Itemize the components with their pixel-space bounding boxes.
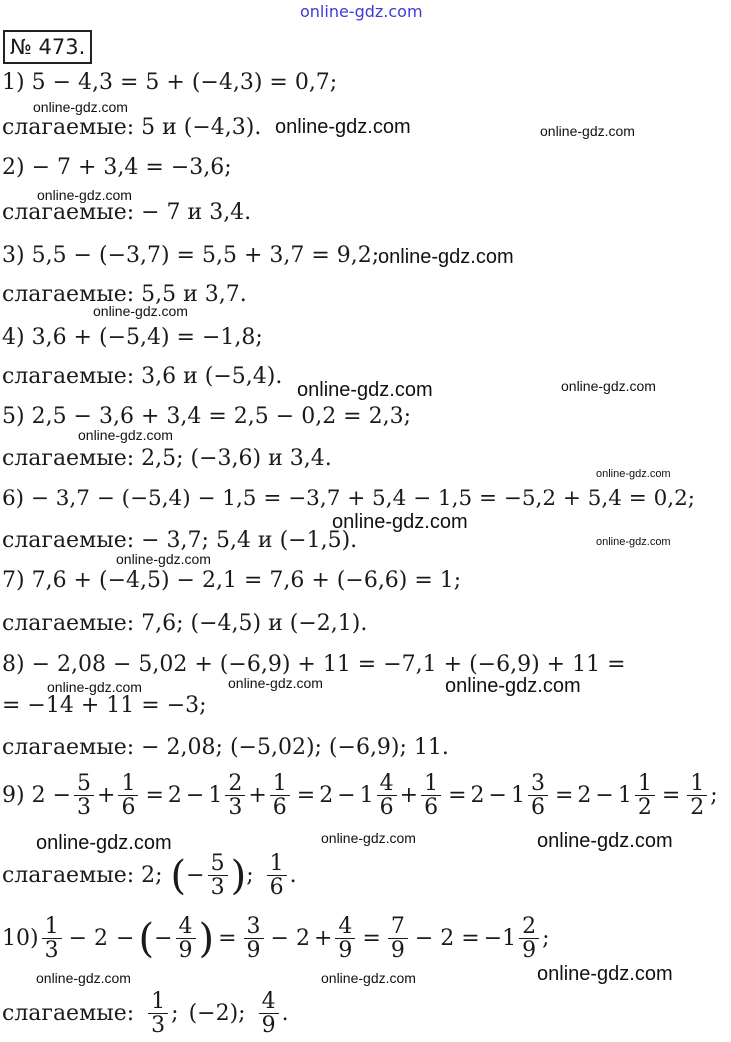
- fraction-1-3b: $\frac{1}{3}$: [148, 990, 168, 1037]
- eq9-start: 9) 2 −: [2, 783, 71, 809]
- fraction-3-6: $\frac{3}{6}$: [528, 772, 548, 819]
- fraction-2-9: $\frac{2}{9}$: [519, 915, 539, 962]
- problem-number: № 473.: [3, 30, 92, 64]
- equation-7: 7) 7,6 + (−4,5) − 2,1 = 7,6 + (−6,6) = 1;: [2, 568, 462, 593]
- fraction-4-9: $\frac{4}{9}$: [176, 915, 196, 962]
- addends-10: слагаемые: $\frac{1}{3}$ ; (−2); $\frac{4}{9}$ .: [2, 989, 289, 1039]
- watermark: online-gdz.com: [332, 511, 468, 533]
- fraction-4-6: $\frac{4}{6}$: [377, 772, 397, 819]
- fraction-7-9: $\frac{7}{9}$: [388, 915, 408, 962]
- watermark: online-gdz.com: [445, 675, 581, 697]
- watermark: online-gdz.com: [33, 99, 128, 115]
- fraction-4-9c: $\frac{4}{9}$: [259, 990, 279, 1037]
- equation-8b: = −14 + 11 = −3;: [2, 693, 207, 718]
- watermark: online-gdz.com: [37, 187, 132, 203]
- fraction-1-2: $\frac{1}{2}$: [635, 772, 655, 819]
- watermark: online-gdz.com: [596, 536, 671, 548]
- watermark: online-gdz.com: [321, 830, 416, 846]
- watermark: online-gdz.com: [116, 551, 211, 567]
- addends-9: слагаемые: 2; ( − $\frac{5}{3}$ ) ; $\frac{1}{6}$ .: [2, 851, 297, 901]
- fraction-5-3b: $\frac{5}{3}$: [208, 852, 228, 899]
- fraction-1-6: $\frac{1}{6}$: [118, 772, 138, 819]
- addends-2: слагаемые: − 7 и 3,4.: [2, 200, 252, 225]
- fraction-1-6b: $\frac{1}{6}$: [270, 772, 290, 819]
- watermark: online-gdz.com: [540, 123, 635, 139]
- watermark: online-gdz.com: [561, 378, 656, 394]
- equation-1: 1) 5 − 4,3 = 5 + (−4,3) = 0,7;: [2, 70, 338, 95]
- addends-1: слагаемые: 5 и (−4,3).: [2, 115, 262, 140]
- equation-3: 3) 5,5 − (−3,7) = 5,5 + 3,7 = 9,2;: [2, 243, 380, 268]
- watermark: online-gdz.com: [36, 832, 172, 854]
- addends-5: слагаемые: 2,5; (−3,6) и 3,4.: [2, 446, 332, 471]
- equation-4: 4) 3,6 + (−5,4) = −1,8;: [2, 325, 263, 350]
- watermark: online-gdz.com: [321, 970, 416, 986]
- addends-3: слагаемые: 5,5 и 3,7.: [2, 282, 247, 307]
- equation-2: 2) − 7 + 3,4 = −3,6;: [2, 155, 232, 180]
- addends-4: слагаемые: 3,6 и (−5,4).: [2, 364, 283, 389]
- watermark: online-gdz.com: [93, 303, 188, 319]
- watermark: online-gdz.com: [297, 379, 433, 401]
- equation-10: 10) $\frac{1}{3}$ − 2 − ( − $\frac{4}{9}$ ) = $\frac{3}{9}$ − 2 + $\frac{4}{9}$ = $\frac{7}{9}$ − 2 = −1 $\frac{2}{9}$ ;: [2, 914, 550, 964]
- fraction-1-6d: $\frac{1}{6}$: [267, 852, 287, 899]
- fraction-4-9b: $\frac{4}{9}$: [335, 915, 355, 962]
- addends-8: слагаемые: − 2,08; (−5,02); (−6,9); 11.: [2, 735, 449, 760]
- fraction-2-3: $\frac{2}{3}$: [225, 772, 245, 819]
- equation-9: 9) 2 − $\frac{5}{3}$ + $\frac{1}{6}$ = 2 − 1 $\frac{2}{3}$ + $\frac{1}{6}$ = 2 − 1 $\frac{4}{6}$ + $\frac{1}{6}$ = 2 − 1 $\frac{3}{6}$ = 2 − 1 $\frac{1}{2}$ = $\frac{1}{2}$ ;: [2, 771, 718, 821]
- fraction-1-3: $\frac{1}{3}$: [42, 915, 62, 962]
- watermark: online-gdz.com: [36, 970, 131, 986]
- watermark: online-gdz.com: [78, 427, 173, 443]
- fraction-1-2b: $\frac{1}{2}$: [687, 772, 707, 819]
- watermark: online-gdz.com: [47, 679, 142, 695]
- addends-6: слагаемые: − 3,7; 5,4 и (−1,5).: [2, 528, 358, 553]
- watermark: online-gdz.com: [537, 830, 673, 852]
- fraction-3-9: $\frac{3}{9}$: [244, 915, 264, 962]
- site-watermark-top[interactable]: online-gdz.com: [300, 2, 423, 21]
- fraction-5-3: $\frac{5}{3}$: [74, 772, 94, 819]
- watermark: online-gdz.com: [275, 116, 411, 138]
- watermark: online-gdz.com: [537, 963, 673, 985]
- equation-6: 6) − 3,7 − (−5,4) − 1,5 = −3,7 + 5,4 − 1,5 = −5,2 + 5,4 = 0,2;: [2, 486, 696, 511]
- equation-8a: 8) − 2,08 − 5,02 + (−6,9) + 11 = −7,1 + (−6,9) + 11 =: [2, 652, 626, 677]
- fraction-1-6c: $\frac{1}{6}$: [421, 772, 441, 819]
- watermark: online-gdz.com: [228, 675, 323, 691]
- addends-7: слагаемые: 7,6; (−4,5) и (−2,1).: [2, 611, 368, 636]
- equation-5: 5) 2,5 − 3,6 + 3,4 = 2,5 − 0,2 = 2,3;: [2, 404, 412, 429]
- watermark: online-gdz.com: [596, 468, 671, 480]
- watermark: online-gdz.com: [378, 246, 514, 268]
